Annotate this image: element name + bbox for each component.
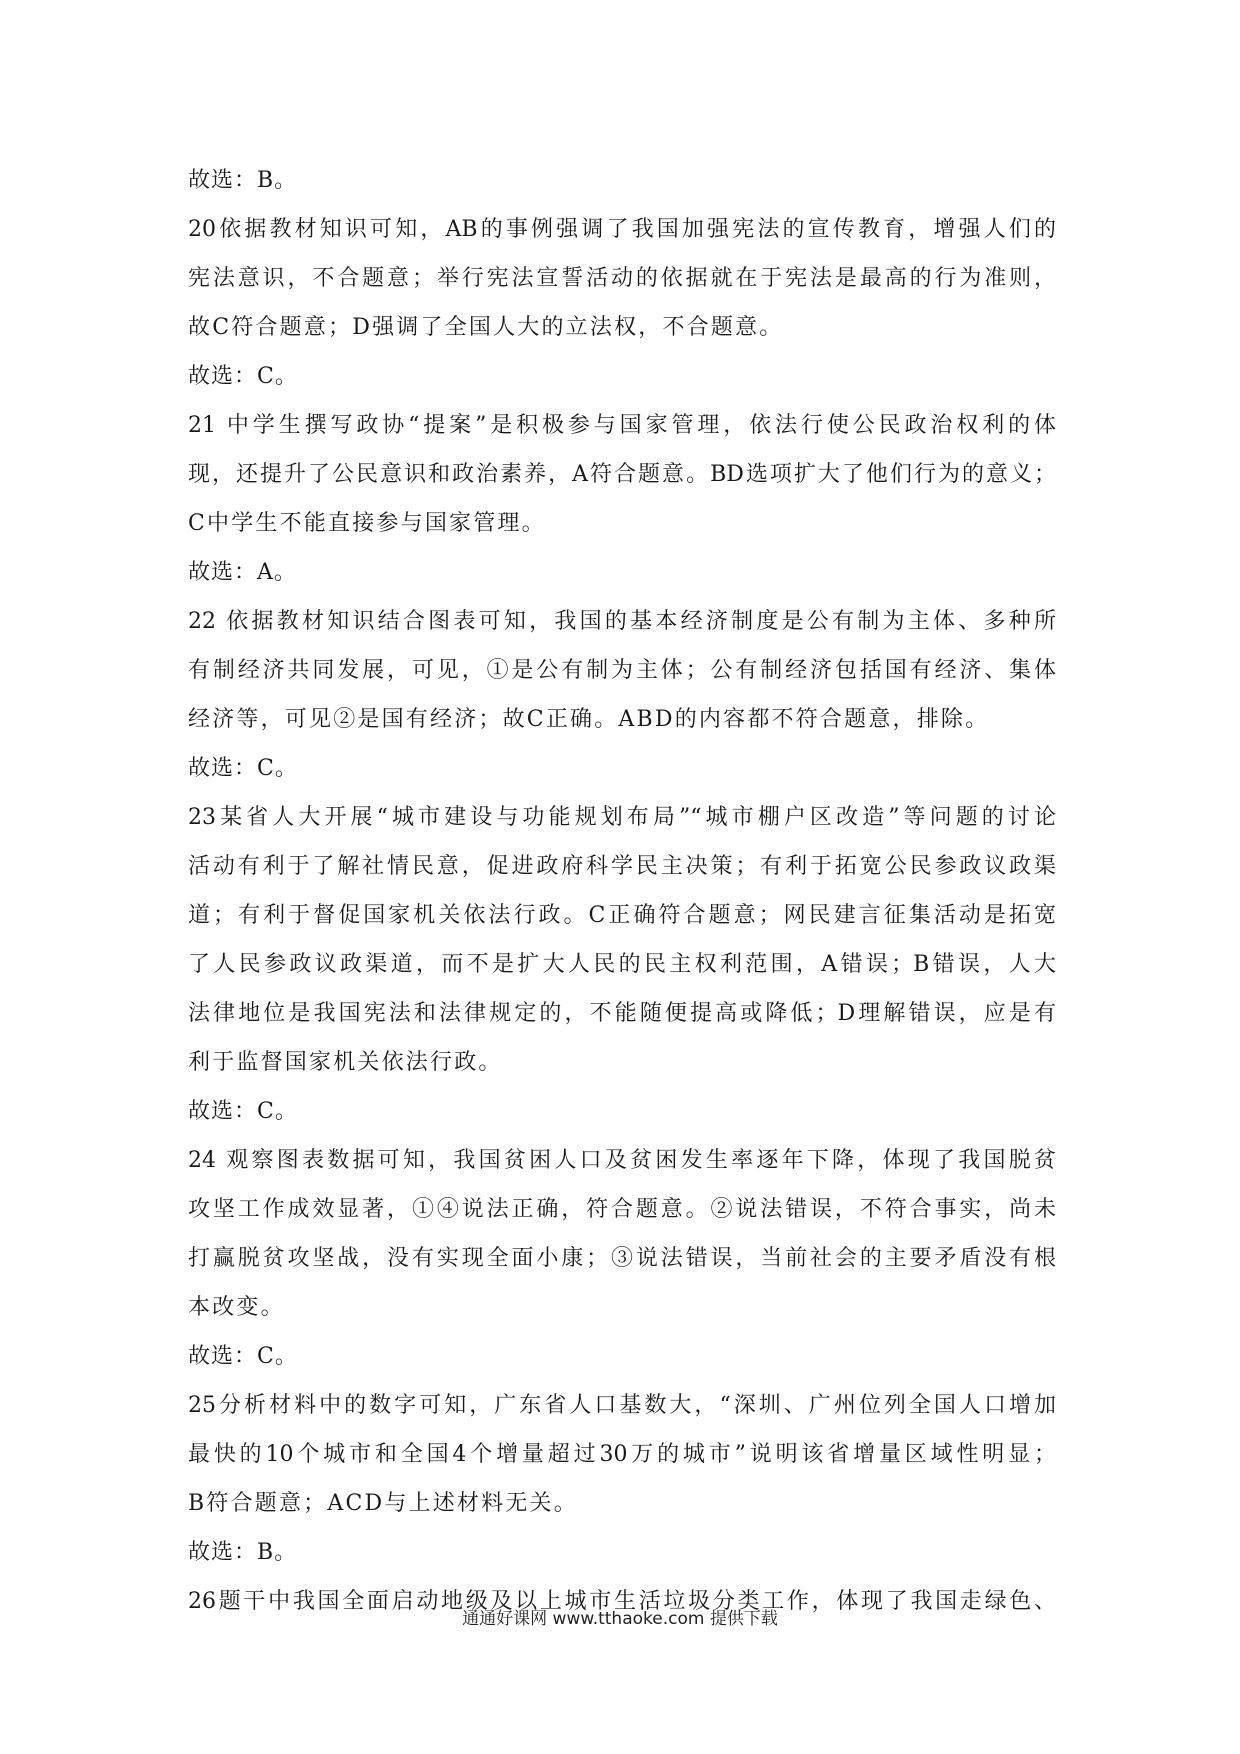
- answer-line: 故选：C。: [188, 756, 298, 781]
- answer-line: 故选：C。: [188, 1099, 298, 1124]
- explanation-line: 打赢脱贫攻坚战，没有实现全面小康；③说法错误，当前社会的主要矛盾没有根: [188, 1246, 1056, 1271]
- explanation-line: 20依据教材知识可知，AB的事例强调了我国加强宪法的宣传教育，增强人们的: [188, 217, 1056, 242]
- explanation-line: 25分析材料中的数字可知，广东省人口基数大，“深圳、广州位列全国人口增加: [188, 1393, 1056, 1418]
- explanation-line: B符合题意；ACD与上述材料无关。: [188, 1491, 578, 1516]
- explanation-line: 21 中学生撰写政协“提案”是积极参与国家管理，依法行使公民政治权利的体: [188, 413, 1056, 438]
- explanation-line: 宪法意识，不合题意；举行宪法宣誓活动的依据就在于宪法是最高的行为准则，: [188, 266, 1056, 291]
- answer-line: 故选：B。: [188, 1540, 298, 1565]
- explanation-line: 故C符合题意；D强调了全国人大的立法权，不合题意。: [188, 315, 784, 340]
- explanation-line: 本改变。: [188, 1295, 285, 1320]
- explanation-line: 法律地位是我国宪法和法律规定的，不能随便提高或降低；D理解错误，应是有: [188, 1001, 1056, 1026]
- explanation-line: 经济等，可见②是国有经济；故C正确。ABD的内容都不符合题意，排除。: [188, 707, 990, 732]
- explanation-line: 道；有利于督促国家机关依法行政。C正确符合题意；网民建言征集活动是拓宽: [188, 903, 1056, 928]
- explanation-line: 最快的10个城市和全国4个增量超过30万的城市”说明该省增量区域性明显；: [188, 1442, 1056, 1467]
- explanation-line: 有制经济共同发展，可见，①是公有制为主体；公有制经济包括国有经济、集体: [188, 658, 1056, 683]
- explanation-line: 活动有利于了解社情民意，促进政府科学民主决策；有利于拓宽公民参政议政渠: [188, 854, 1056, 879]
- explanation-line: 23某省人大开展“城市建设与功能规划布局”“城市棚户区改造”等问题的讨论: [188, 805, 1056, 830]
- answer-line: 故选：C。: [188, 1344, 298, 1369]
- explanation-line: C中学生不能直接参与国家管理。: [188, 511, 546, 536]
- explanation-line: 利于监督国家机关依法行政。: [188, 1050, 503, 1075]
- page-footer: 通通好课网 www.tthaoke.com 提供下载: [462, 1609, 778, 1629]
- answer-explanations: [188, 156, 1056, 1626]
- answer-line: 故选：C。: [188, 364, 298, 389]
- explanation-line: 26题干中我国全面启动地级及以上城市生活垃圾分类工作，体现了我国走绿色、: [188, 1589, 1056, 1614]
- explanation-line: 攻坚工作成效显著，①④说法正确，符合题意。②说法错误，不符合事实，尚未: [188, 1197, 1056, 1222]
- answer-line: 故选：B。: [188, 168, 298, 193]
- explanation-line: 24 观察图表数据可知，我国贫困人口及贫困发生率逐年下降，体现了我国脱贫: [188, 1148, 1056, 1173]
- explanation-line: 22 依据教材知识结合图表可知，我国的基本经济制度是公有制为主体、多种所: [188, 609, 1056, 634]
- explanation-line: 了人民参政议政渠道，而不是扩大人民的民主权利范围，A错误；B错误，人大: [188, 952, 1056, 977]
- answer-line: 故选：A。: [188, 560, 297, 585]
- explanation-line: 现，还提升了公民意识和政治素养，A符合题意。BD选项扩大了他们行为的意义；: [188, 462, 1056, 487]
